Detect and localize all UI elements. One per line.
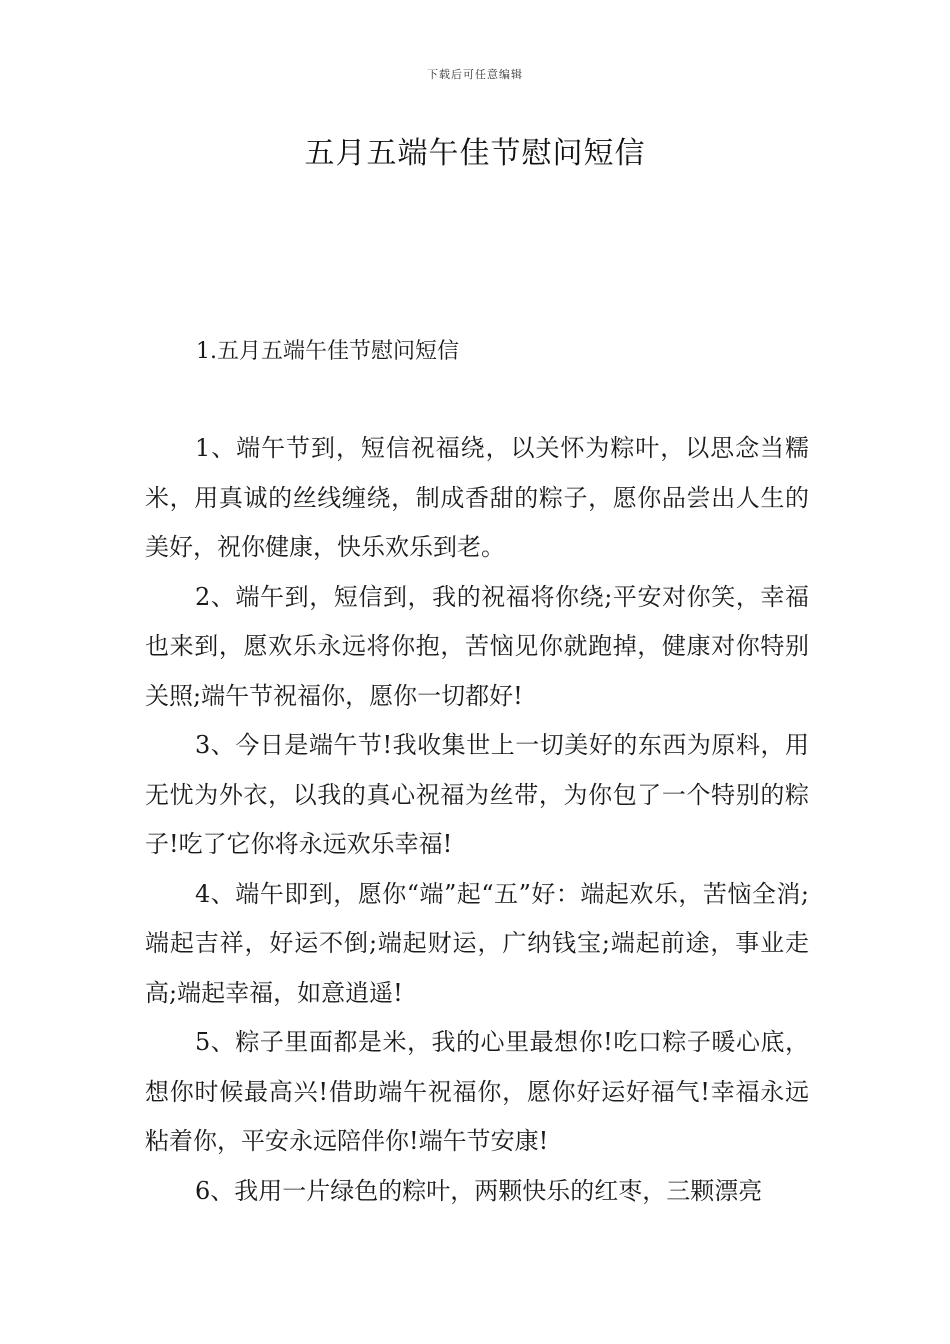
paragraph-4: 4、端午即到，愿你“端”起“五”好：端起欢乐，苦恼全消;端起吉祥，好运不倒;端起财运，广纳钱宝;端起前途，事业走高;端起幸福，如意逍遥!	[145, 879, 809, 1007]
section-heading: 1.五月五端午佳节慰问短信	[196, 339, 459, 364]
document-body	[145, 424, 809, 1216]
paragraph-6: 6、我用一片绿色的粽叶，两颗快乐的红枣，三颗漂亮	[195, 1176, 763, 1205]
paragraph-2: 2、端午到，短信到，我的祝福将你绕;平安对你笑，幸福也来到，愿欢乐永远将你抱，苦恼见你就跑掉，健康对你特别关照;端午节祝福你，愿你一切都好!	[145, 582, 809, 710]
paragraph-3: 3、今日是端午节!我收集世上一切美好的东西为原料，用无忧为外衣，以我的真心祝福为丝带，为你包了一个特别的粽子!吃了它你将永远欢乐幸福!	[145, 731, 809, 858]
document-title: 五月五端午佳节慰问短信	[304, 136, 646, 171]
paragraph-5: 5、粽子里面都是米，我的心里最想你!吃口粽子暖心底，想你时候最高兴!借助端午祝福你，愿你好运好福气!幸福永远粘着你，平安永远陪伴你!端午节安康!	[145, 1028, 809, 1155]
header-note: 下载后可任意编辑	[427, 68, 523, 81]
paragraph-1: 1、端午节到，短信祝福绕，以关怀为粽叶，以思念当糯米，用真诚的丝线缠绕，制成香甜的粽子，愿你品尝出人生的美好，祝你健康，快乐欢乐到老。	[145, 434, 809, 561]
